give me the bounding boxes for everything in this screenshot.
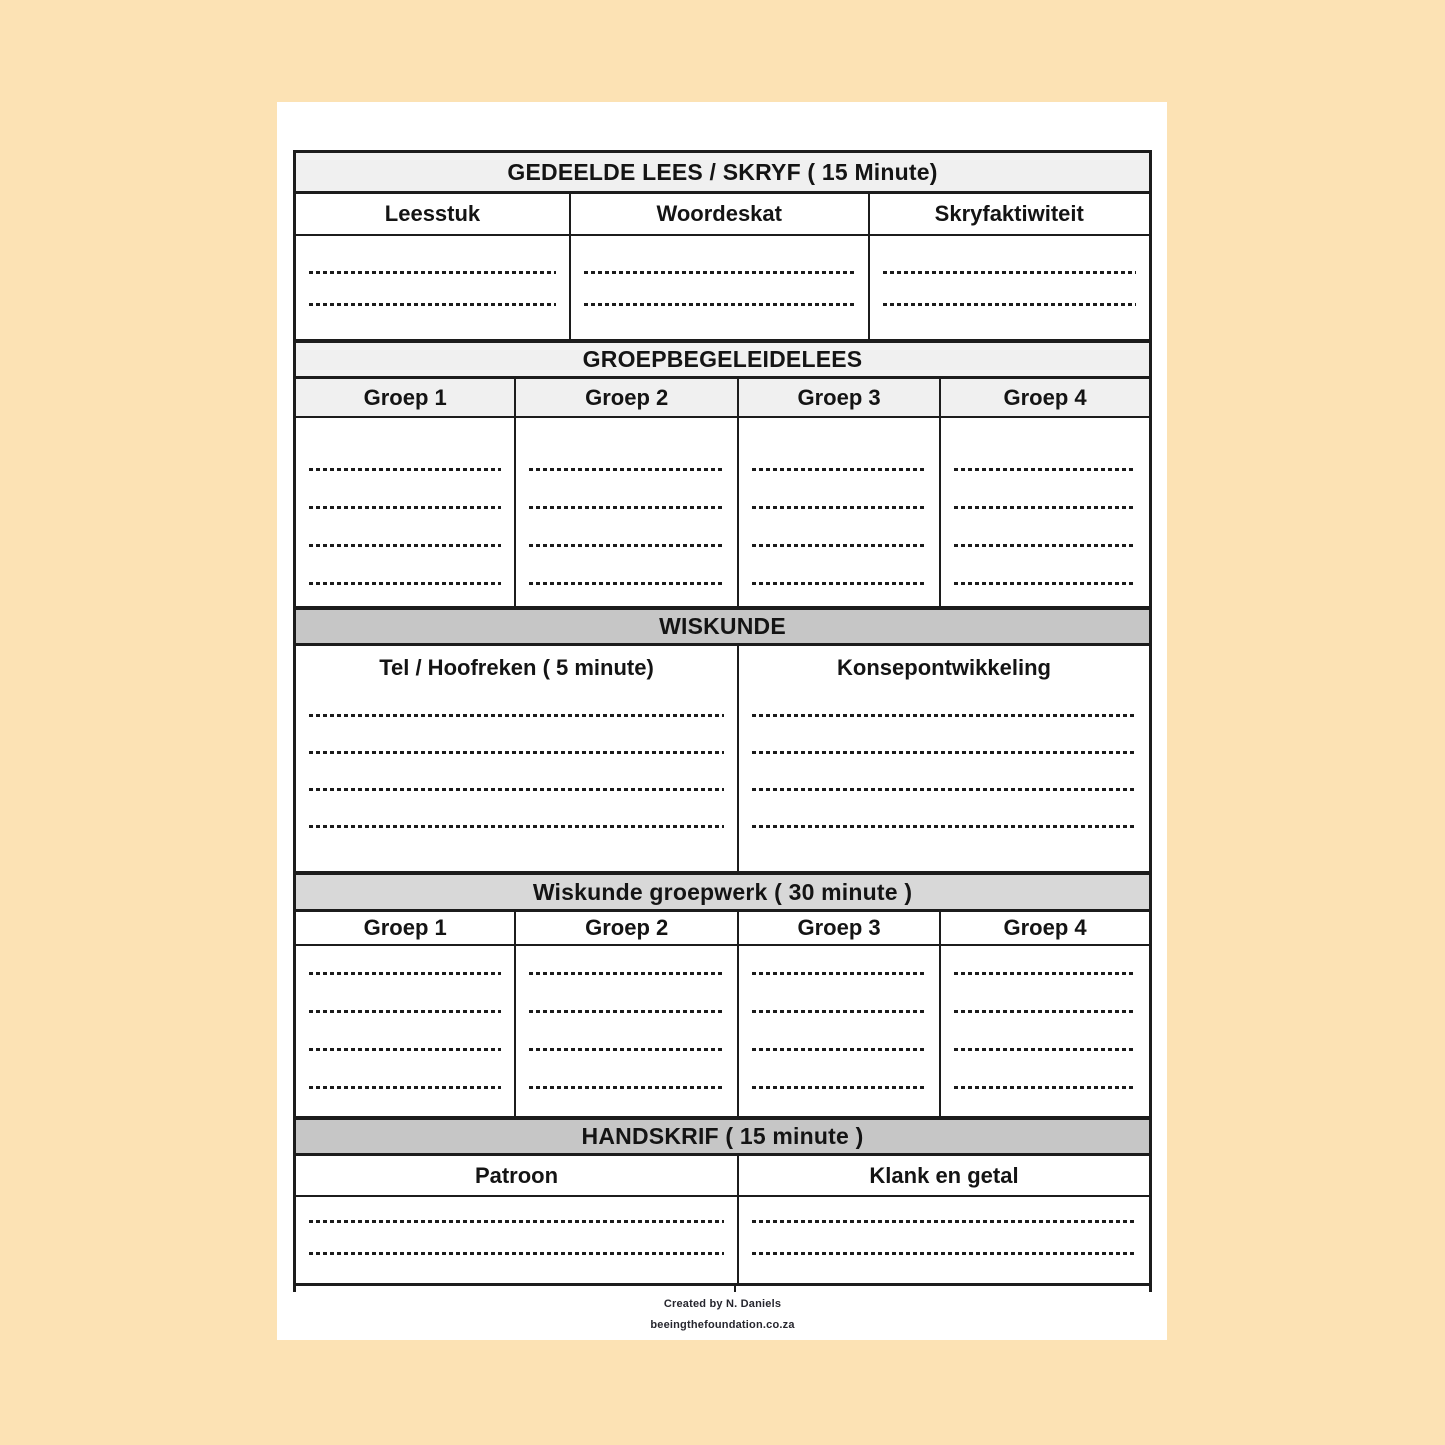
cut-off-row-stub — [293, 1286, 1152, 1292]
column-header-groep-2: Groep 2 — [514, 912, 737, 944]
dashed-writing-line — [309, 1252, 724, 1255]
writing-cell — [296, 646, 737, 871]
writing-cell — [296, 1197, 737, 1283]
dashed-writing-line — [954, 1048, 1136, 1051]
column-header-patroon: Patroon — [474, 1162, 559, 1188]
dashed-writing-line — [954, 468, 1136, 471]
dashed-writing-line — [309, 1220, 724, 1223]
dashed-writing-line — [309, 582, 501, 585]
maths-groupwork-column-headers — [296, 909, 1149, 944]
dashed-writing-line — [309, 972, 501, 975]
dashed-writing-line — [752, 751, 1136, 754]
dashed-writing-line — [954, 582, 1136, 585]
dashed-writing-line — [529, 582, 724, 585]
dashed-writing-line — [954, 972, 1136, 975]
dashed-writing-line — [883, 271, 1137, 274]
column-header-groep-1: Groep 1 — [363, 384, 447, 410]
dashed-writing-line — [752, 714, 1136, 717]
dashed-writing-line — [584, 271, 855, 274]
dashed-writing-line — [883, 303, 1137, 306]
column-header-leesstuk: Leesstuk — [384, 201, 481, 226]
writing-cell — [296, 946, 514, 1116]
column-header-klank-en-getal: Klank en getal — [737, 1156, 1149, 1195]
maths-groupwork-writing-row — [296, 944, 1149, 1116]
dashed-writing-line — [752, 1048, 926, 1051]
section-title-text: GEDEELDE LEES / SKRYF ( 15 Minute) — [507, 158, 938, 185]
dashed-writing-line — [954, 1010, 1136, 1013]
dashed-writing-line — [309, 506, 501, 509]
column-header-groep-1: Groep 1 — [363, 915, 447, 940]
dashed-writing-line — [752, 825, 1136, 828]
column-header-konsepontwikkeling: Konsepontwikkeling — [837, 655, 1051, 680]
dashed-writing-line — [309, 825, 724, 828]
footer-credit-author: Created by N. Daniels — [663, 1298, 782, 1310]
dashed-writing-line — [309, 303, 556, 306]
writing-cell — [514, 946, 737, 1116]
column-header-groep-3: Groep 3 — [737, 379, 939, 416]
writing-cell — [737, 946, 939, 1116]
section-title-text: Wiskunde groepwerk ( 30 minute ) — [532, 878, 913, 905]
dashed-writing-line — [529, 972, 724, 975]
dashed-writing-line — [752, 1252, 1136, 1255]
writing-cell — [514, 418, 737, 606]
dashed-writing-line — [752, 582, 926, 585]
section-title-shared-reading — [296, 153, 1149, 191]
footer-credit-website: beeingthefoundation.co.za — [650, 1319, 795, 1332]
column-header-skryfaktiwiteit: Skryfaktiwiteit — [868, 194, 1150, 234]
handwriting-writing-row — [296, 1195, 1149, 1283]
dashed-writing-line — [954, 1086, 1136, 1089]
section-title-maths-groupwork — [296, 871, 1149, 909]
dashed-writing-line — [584, 303, 855, 306]
dashed-writing-line — [954, 544, 1136, 547]
section-title-handwriting — [296, 1116, 1149, 1153]
column-header-groep-3: Groep 3 — [737, 912, 939, 944]
column-header-groep-2: Groep 2 — [514, 379, 737, 416]
writing-cell — [737, 646, 1149, 871]
dashed-writing-line — [752, 544, 926, 547]
dashed-writing-line — [309, 468, 501, 471]
dashed-writing-line — [309, 788, 724, 791]
writing-cell — [737, 418, 939, 606]
dashed-writing-line — [752, 788, 1136, 791]
writing-cell — [868, 236, 1150, 339]
section-title-maths — [296, 606, 1149, 643]
dashed-writing-line — [309, 1048, 501, 1051]
writing-cell — [569, 236, 868, 339]
dashed-writing-line — [529, 1010, 724, 1013]
writing-cell — [939, 418, 1149, 606]
dashed-writing-line — [309, 271, 556, 274]
dashed-writing-line — [309, 544, 501, 547]
dashed-writing-line — [309, 1086, 501, 1089]
worksheet-page — [277, 102, 1167, 1340]
dashed-writing-line — [529, 468, 724, 471]
dashed-writing-line — [529, 506, 724, 509]
section-title-text: GROEPBEGELEIDELEES — [582, 346, 863, 372]
handwriting-column-headers — [296, 1153, 1149, 1195]
group-reading-column-headers — [296, 376, 1149, 416]
dashed-writing-line — [752, 1086, 926, 1089]
column-header-groep-4: Groep 4 — [939, 912, 1149, 944]
column-header-tel-hoofreken: Tel / Hoofreken ( 5 minute) — [379, 655, 654, 680]
dashed-writing-line — [752, 506, 926, 509]
dashed-writing-line — [752, 468, 926, 471]
section-title-text: HANDSKRIF ( 15 minute ) — [581, 1123, 864, 1149]
shared-reading-writing-row — [296, 234, 1149, 339]
column-header-woordeskat: Woordeskat — [569, 194, 868, 234]
writing-cell — [296, 236, 569, 339]
lesson-plan-table — [293, 150, 1152, 1286]
writing-cell — [939, 946, 1149, 1116]
section-title-group-reading — [296, 339, 1149, 376]
footer-credit — [293, 1294, 1152, 1337]
shared-reading-column-headers — [296, 191, 1149, 234]
dashed-writing-line — [752, 972, 926, 975]
writing-cell — [296, 418, 514, 606]
dashed-writing-line — [529, 1086, 724, 1089]
group-reading-writing-row — [296, 416, 1149, 606]
dashed-writing-line — [529, 544, 724, 547]
column-header-groep-4: Groep 4 — [939, 379, 1149, 416]
dashed-writing-line — [309, 1010, 501, 1013]
dashed-writing-line — [752, 1220, 1136, 1223]
maths-writing-row — [296, 643, 1149, 871]
dashed-writing-line — [309, 751, 724, 754]
section-title-text: WISKUNDE — [659, 613, 786, 639]
dashed-writing-line — [529, 1048, 724, 1051]
dashed-writing-line — [309, 714, 724, 717]
dashed-writing-line — [954, 506, 1136, 509]
writing-cell — [737, 1197, 1149, 1283]
dashed-writing-line — [752, 1010, 926, 1013]
